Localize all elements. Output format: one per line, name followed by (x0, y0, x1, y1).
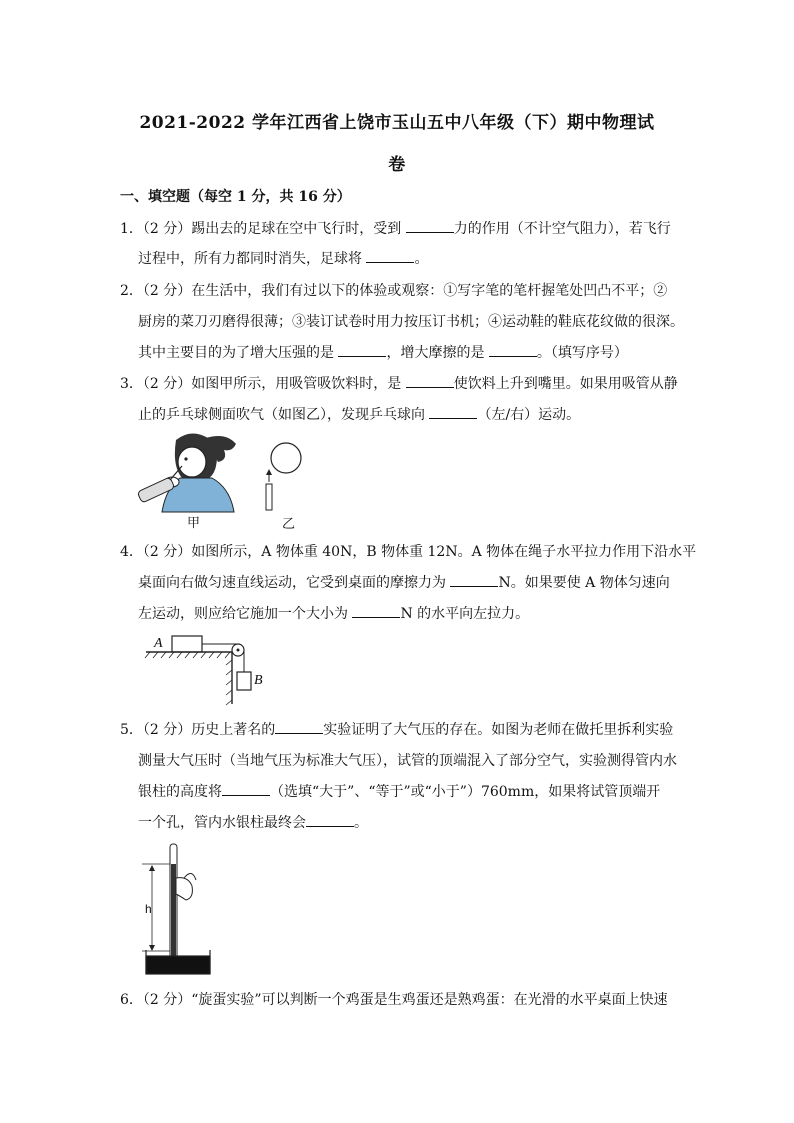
q5-line1 (120, 719, 673, 739)
answer-blank[interactable] (275, 719, 323, 734)
q4-text: 左运动，则应给它施加一个大小为 (138, 606, 353, 622)
q2-line1: 2．（2 分）在生活中，我们有过以下的体验或观察：①写字笔的笔杆握笔处凹凸不平；② (120, 283, 668, 299)
answer-blank[interactable] (429, 404, 477, 419)
q5-text: 5．（2 分）历史上著名的 (120, 722, 276, 738)
q3-text: 使饮料上升到嘴里。如果用吸管从静 (453, 376, 678, 392)
q3-text: 止的乒乓球侧面吹气（如图乙），发现乒乓球向 (138, 407, 430, 423)
q5-text: 银柱的高度将 (138, 784, 222, 800)
figure-caption-yi: 乙 (282, 517, 296, 532)
q5-line2: 测量大气压时（当地气压为标准大气压），试管的顶端混入了部分空气，实验测得管内水 (138, 753, 677, 769)
q3-line1 (120, 373, 678, 393)
q3-text: 3．（2 分）如图甲所示，用吸管吸饮料时，是 (120, 376, 406, 392)
q1-text: 。 (414, 251, 429, 267)
q4-text: N 的水平向左拉力。 (400, 606, 530, 622)
q1-line2 (138, 248, 428, 268)
answer-blank[interactable] (306, 812, 354, 827)
q2-line2: 厨房的菜刀刃磨得很薄；③装订试卷时用力按压订书机；④运动鞋的鞋底花纹做的很深。 (138, 314, 684, 330)
section-heading: 一、填空题（每空 1 分，共 16 分） (120, 189, 351, 205)
q1-text: 过程中，所有力都同时消失，足球将 (138, 251, 367, 267)
q4-text: N。如果要使 A 物体匀速向 (498, 575, 670, 591)
q4-line1: 4．（2 分）如图所示，A 物体重 40N，B 物体重 12N。A 物体在绳子水平拉力作用下沿水平 (120, 544, 697, 560)
q2-text: 。（填写序号） (536, 345, 628, 361)
q1-text: 1．（2 分）踢出去的足球在空中飞行时，受到 (120, 221, 406, 237)
q6-line1: 6．（2 分）“旋蛋实验”可以判断一个鸡蛋是生鸡蛋还是熟鸡蛋：在光滑的水平桌面上快速 (120, 992, 668, 1008)
pingpong-figure (258, 440, 308, 512)
q5-line3 (138, 781, 660, 801)
q5-line4 (138, 812, 368, 832)
q1-text: 力的作用（不计空气阻力），若飞行 (453, 221, 671, 237)
label-a: A (154, 636, 163, 651)
q3-text: （左/右）运动。 (477, 407, 581, 423)
answer-blank[interactable] (352, 603, 400, 618)
girl-drinking-figure (136, 430, 246, 515)
q5-text: （选填“大于”、“等于”或“小于”）760mm，如果将试管顶端开 (270, 784, 661, 800)
q3-line2 (138, 404, 580, 424)
answer-blank[interactable] (489, 342, 537, 357)
answer-blank[interactable] (222, 781, 270, 796)
q5-text: 实验证明了大气压的存在。如图为老师在做托里拆利实验 (323, 722, 674, 738)
figure-caption-jia: 甲 (187, 516, 201, 531)
q5-text: 。 (354, 815, 368, 831)
q4-text: 桌面向右做匀速直线运动，它受到桌面的摩擦力为 (138, 575, 451, 591)
q2-text: 其中主要目的为了增大压强的是 (138, 345, 339, 361)
answer-blank[interactable] (450, 572, 498, 587)
answer-blank[interactable] (338, 342, 386, 357)
q1-line1 (120, 218, 671, 238)
page-title-cont: 卷 (388, 155, 406, 175)
q4-line2 (138, 572, 670, 592)
q2-text: ，增大摩擦的是 (386, 345, 489, 361)
answer-blank[interactable] (406, 218, 454, 233)
label-h: h (145, 902, 152, 916)
q4-line3 (138, 603, 529, 623)
q2-line3 (138, 342, 628, 362)
label-b: B (254, 673, 263, 688)
answer-blank[interactable] (406, 373, 454, 388)
page-title: 2021-2022 学年江西省上饶市玉山五中八年级（下）期中物理试 (139, 113, 655, 133)
answer-blank[interactable] (366, 248, 414, 263)
q5-text: 一个孔，管内水银柱最终会 (138, 815, 306, 831)
